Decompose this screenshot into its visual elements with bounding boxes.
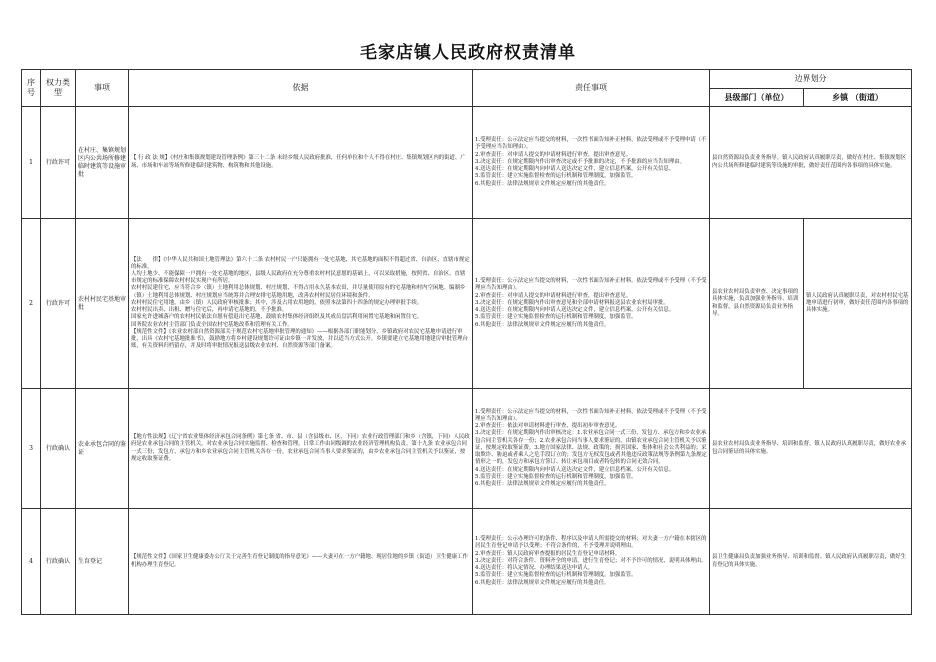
row-power-type: 行政许可 [41, 107, 76, 219]
row-county-dept: 县卫生健康局负责加强业务指导、培训和监督。镇人民政府认真履职尽责，做好生育登记的具体实施。 [710, 509, 912, 615]
header-county-dept: 县级部门（单位） [710, 89, 804, 107]
header-item: 事项 [76, 70, 129, 107]
row-duty-text: 1.受理责任：公示法定应当提交的材料，一次性书面告知补正材料，依法受理或不予受理（不予受理应当告知理由）。 2.审查责任：依法对申请材料进行审查，提出初步审查意见。 3.决定责任：在规定期限内作出审核决定：1.农业承包合同一式三份，发包方、承包方和乡农业承包合同主管机关各存一份；2.农业承包合同当事人要求鉴证的，由镇农业承包合同主管机关予以鉴证，按规定收取鉴证费。3.地方国家法律、法规、政策的；损害国家、集体和社会公共利益的；采取欺诈、胁迫或者乘人之危手段订立的；发包方无权发包或者其他违反政策法规等条例第九条规定情形之一的，发包方和承包方签订、转让承包项目或者特包转的合同无效合同。 4.送达责任：在规定期限内向申请人送达决定文件，建立信息档案，公开有关信息。 5.监管责任：建立实施监督检查的运行机制和管理制度，加强监管。 6.其他责任：法律法规规章文件规定应履行的其他责任。 [475, 408, 707, 487]
header-basis: 依据 [129, 70, 473, 107]
row-duty [473, 509, 710, 615]
row-basis: 【 行 政 法 规】《村庄和集镇规划建设管理条例》第三十二条 未经乡级人民政府批准，任何单位和个人不得在村庄、集镇规划区内的街道、广场、市场和车站等场所修建临时建筑物、构筑物和其他设施。 [129, 107, 473, 219]
row-town: 镇人民政府认真履职尽责，对农村村民宅基地申请进行初审，做好责任范围内各事项的具体实施。 [804, 219, 912, 389]
header-duty: 责任事项 [473, 70, 710, 107]
table-row [22, 107, 912, 219]
row-basis: 【规范性文件】《国家卫生健康委办公厅关于完善生育登记制度的指导意见》——夫妻可在一方户籍地、现居住地的乡镇（街道）卫生健康工作机构办理生育登记。 [129, 509, 473, 615]
table-row [22, 219, 912, 389]
row-item: 在村庄、集镇规划区内公共场所修建临时建筑等设施审批 [76, 107, 129, 219]
row-power-type: 行政许可 [41, 219, 76, 389]
row-seq: 2 [22, 219, 41, 389]
header-seq: 序号 [22, 70, 41, 107]
table-row [22, 389, 912, 509]
row-item: 生育登记 [76, 509, 129, 615]
header-power-type: 权力类型 [41, 70, 76, 107]
row-seq: 4 [22, 509, 41, 615]
duty-list-table [21, 69, 912, 615]
row-duty [473, 389, 710, 509]
page-title: 毛家店镇人民政府权责清单 [360, 43, 576, 63]
row-duty-text: 1.受理责任：公示法定应当提交的材料，一次性书面告知补正材料，依法受理或不予受理申请（不予受理应当告知理由）。 2.审查责任：对申请人提交的申请材料进行审查，提出审查意见。 3.决定责任：在规定期限内作出审查决定或不予批准的决定，不予批准的应当告知理由。 4.送达责任：在规定期限内向申请人送达决定文件，建立信息档案，公开有关信息。 5.监管责任：建立实施监督检查的运行机制和管理制度，加强监管。 6.其他责任：法律法规规章文件规定应履行的其他责任。 [475, 137, 707, 187]
row-seq: 3 [22, 389, 41, 509]
row-item: 农村村民宅基地审批 [76, 219, 129, 389]
row-power-type: 行政确认 [41, 389, 76, 509]
row-duty-text: 1.受理责任：公示办理许可的条件、程序以及申请人所需提交的材料；对夫妻一方户籍在本辖区的居民生育登记申请予以受理；不符合条件的，不予受理并说明理由。 2.审查责任：镇人民政府审查提报的居民生育登记申请材料。 3.决定责任：对符合条件、资料齐全的申请，进行生育登记；对不予许可的情况，说明具体理由。 4.送达责任：将认定情况、办理结果送达申请人。 5.监管责任：建立实施监督检查的运行机制和管理制度，加强监管。 6.其他责任：法律法规规章文件规定应履行的其他责任。 [475, 536, 707, 586]
row-county-dept: 县农业农村局负责审查、决定事项的具体实施，负责加强业务指导、培训和监督，县自然资源局负责业务指导。 [710, 219, 804, 389]
row-duty-text: 1.受理责任：公示法定应当提交的材料，一次性书面告知补正材料，依法受理或不予受理（不予受理应当告知理由）。 2.审查责任：对申请人提交的申请材料进行审查，提出审查意见。 3.决定责任：在规定期限内作出审查意见和全部申请材料报送县农业农村局审批。 4.送达责任：在规定期限内向申请人送达决定文件，建立信息档案，公开有关信息。 5.监管责任：建立实施监督检查的运行机制和管理制度，加强监管。 6.其他责任：法律法规规章文件规定应履行的其他责任。 [475, 278, 707, 328]
row-basis: 【地方性法规】《辽宁省农业集体经济承包合同条例》第七条 省、市、县（含县级市、区，下同）农业行政管理部门和乡（含镇，下同）人民政府是农业承包合同的主管机关，对农业承包合同实施监督、检查和管理，日常工作由同级调的农业经济管理机构负责。第十九条 农业承包合同一式三份，发包方、承包方和乡农业承包合同主管机关各存一份。农业承包合同当事人要求鉴证的，由乡农业承包合同主管机关予以鉴证，按规定收取鉴证费。 [129, 389, 473, 509]
header-boundary: 边界划分 [710, 70, 912, 89]
row-seq: 1 [22, 107, 41, 219]
row-basis-text: 【法 律】《中华人民共和国土地管理法》第六十二条 农村村民一户只能拥有一处宅基地，其宅基地的面积不得超过省、自治区、直辖市规定的标准。 人均土地少、不能保障一户拥有一处宅基地的地区，县级人民政府在充分尊重农村村民意愿的基础上，可以采取措施，按照省、自治区、直辖市规定的标准保障农村村民实现户有所居。 农村村民建住宅，应当符合乡（镇）土地利用总体规划、村庄规划，不得占用永久基本农田，并尽量使用原有的宅基地和村内空闲地。编制乡（镇）土地利用总体规划、村庄规划应当统筹并合理安排宅基地用地，改善农村村民居住环境和条件。 农村村民住宅用地，由乡（镇）人民政府审核批准；其中，涉及占用农用地的，依照本法第四十四条的规定办理审批手续。 农村村民出卖、出租、赠与住宅后，再申请宅基地的，不予批准。 国家允许进城落户的农村村民依法自愿有偿退出宅基地，鼓励农村集体经济组织及其成员盘活利用闲置宅基地和闲置住宅。 国务院农业农村主管部门负责全国农村宅基地改革和管理有关工作。 【规范性文件】《农业农村部自然资源部关于规范农村宅基地审批管理的通知》——根据各部门职能划分，乡镇政府对农民宅基地申请进行审批，出具《农村宅基地批准书》，鼓励地方将乡村建设规划许可证由乡镇一并发放，并以适当方式公开。乡镇要建立宅基地用地建房审批管理台账，有关资料归档留存，并及时将审批情况报送县级农业农村、自然资源等部门备案。 [131, 256, 470, 350]
row-power-type: 行政确认 [41, 509, 76, 615]
row-item: 农业承包合同的鉴证 [76, 389, 129, 509]
header-town: 乡镇 （街道） [804, 89, 912, 107]
row-basis [129, 219, 473, 389]
table-row [22, 509, 912, 615]
row-county-dept: 县自然资源局负责业务指导。镇人民政府认真履职尽责，做好在村庄、集镇规划区内公共场所修建临时建筑等设施的审批，做好责任范围内各事项的具体实施。 [710, 107, 912, 219]
row-duty [473, 107, 710, 219]
row-duty [473, 219, 710, 389]
row-county-dept: 县农业农村局负责业务指导、培训和监督。镇人民政府认真履职尽责，做好农业承包合同鉴证的具体实施。 [710, 389, 912, 509]
